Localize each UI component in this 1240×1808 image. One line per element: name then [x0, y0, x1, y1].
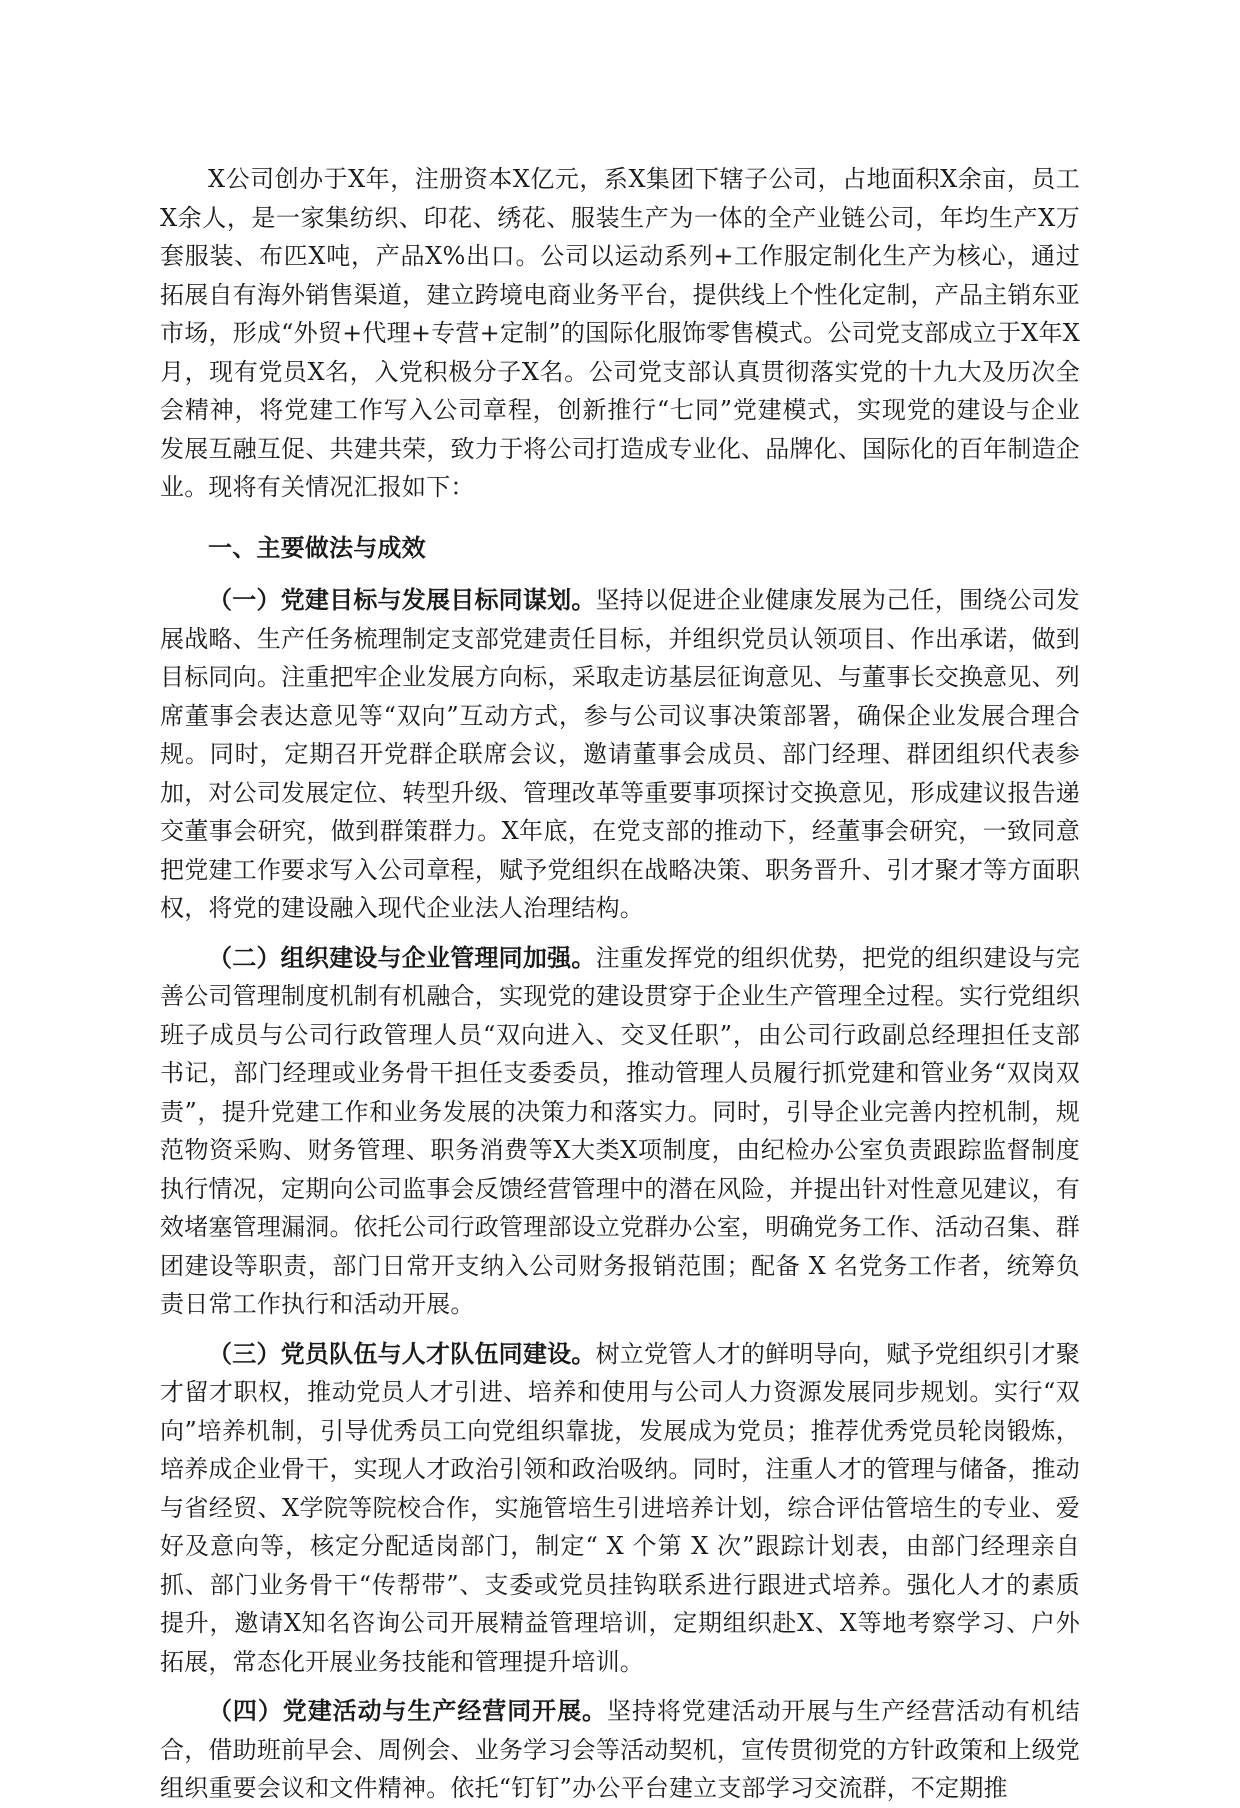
subheading-goal-planning: （一）党建目标与发展目标同谋划。	[208, 585, 596, 614]
paragraph-activities-operations	[160, 1692, 1080, 1808]
subheading-activities-operations: （四）党建活动与生产经营同开展。	[208, 1696, 607, 1725]
paragraph-organization-management-text: 注重发挥党的组织优势，把党的组织建设与完善公司管理制度机制有机融合，实现党的建设贯穿于企业生产管理全过程。实行党组织班子成员与公司行政管理人员“双向进入、交叉任职”，由公司行政副总经理担任支部书记，部门经理或业务骨干担任支委委员，推动管理人员履行抓党建和管业务“双岗双责”，提升党建工作和业务发展的决策力和落实力。同时，引导企业完善内控机制，规范物资采购、财务管理、职务消费等X大类X项制度，由纪检办公室负责跟踪监督制度执行情况，定期向公司监事会反馈经营管理中的潜在风险，并提出针对性意见建议，有效堵塞管理漏洞。依托公司行政管理部设立党群办公室，明确党务工作、活动召集、群团建设等职责，部门日常开支纳入公司财务报销范围；配备 X 名党务工作者，统筹负责日常工作执行和活动开展。	[160, 943, 1081, 1318]
section-heading: 一、主要做法与成效	[208, 533, 426, 562]
paragraph-goal-planning	[160, 581, 1080, 928]
intro-paragraph: X公司创办于X年，注册资本X亿元，系X集团下辖子公司，占地面积X余亩，员工X余人，是一家集纺织、印花、绣花、服装生产为一体的全产业链公司，年均生产X万套服装、布匹X吨，产品X%出口。公司以运动系列+工作服定制化生产为核心，通过拓展自有海外销售渠道，建立跨境电商业务平台，提供线上个性化定制，产品主销东亚市场，形成“外贸+代理+专营+定制”的国际化服饰零售模式。公司党支部成立于X年X月，现有党员X名，入党积极分子X名。公司党支部认真贯彻落实党的十九大及历次全会精神，将党建工作写入公司章程，创新推行“七同”党建模式，实现党的建设与企业发展互融互促、共建共荣，致力于将公司打造成专业化、品牌化、国际化的百年制造企业。现将有关情况汇报如下：	[160, 165, 1080, 501]
paragraph-activities-operations-text: 坚持将党建活动开展与生产经营活动有机结合，借助班前早会、周例会、业务学习会等活动契机，宣传贯彻党的方针政策和上级党组织重要会议和文件精神。依托“钉钉”办公平台建立支部学习交流群，不定期推	[160, 1697, 1080, 1802]
paragraph-organization-management	[160, 939, 1080, 1324]
subheading-organization-management: （二）组织建设与企业管理同加强。	[208, 942, 596, 972]
paragraph-talent-building	[160, 1335, 1080, 1682]
document-body	[160, 160, 1080, 1808]
subheading-talent-building: （三）党员队伍与人才队伍同建设。	[208, 1338, 596, 1368]
paragraph-goal-planning-text: 坚持以促进企业健康发展为己任，围绕公司发展战略、生产任务梳理制定支部党建责任目标，并组织党员认领项目、作出承诺，做到目标同向。注重把牢企业发展方向标，采取走访基层征询意见、与董事长交换意见、列席董事会表达意见等“双向”互动方式，参与公司议事决策部署，确保企业发展合理合规。同时，定期召开党群企联席会议，邀请董事会成员、部门经理、群团组织代表参加，对公司发展定位、转型升级、管理改革等重要事项探讨交换意见，形成建议报告递交董事会研究，做到群策群力。X年底，在党支部的推动下，经董事会研究，一致同意把党建工作要求写入公司章程，赋予党组织在战略决策、职务晋升、引才聚才等方面职权，将党的建设融入现代企业法人治理结构。	[160, 586, 1081, 922]
paragraph-talent-building-text: 树立党管人才的鲜明导向，赋予党组织引才聚才留才职权，推动党员人才引进、培养和使用与公司人力资源发展同步规划。实行“双向”培养机制，引导优秀员工向党组织靠拢，发展成为党员；推荐优秀党员轮岗锻炼，培养成企业骨干，实现人才政治引领和政治吸纳。同时，注重人才的管理与储备，推动与省经贸、X学院等院校合作，实施管培生引进培养计划，综合评估管培生的专业、爱好及意向等，核定分配适岗部门，制定“ X 个第 X 次”跟踪计划表，由部门经理亲自抓、部门业务骨干“传帮带”、支委或党员挂钩联系进行跟进式培养。强化人才的素质提升，邀请X知名咨询公司开展精益管理培训，定期组织赴X、X等地考察学习、户外拓展，常态化开展业务技能和管理提升培训。	[160, 1339, 1081, 1676]
